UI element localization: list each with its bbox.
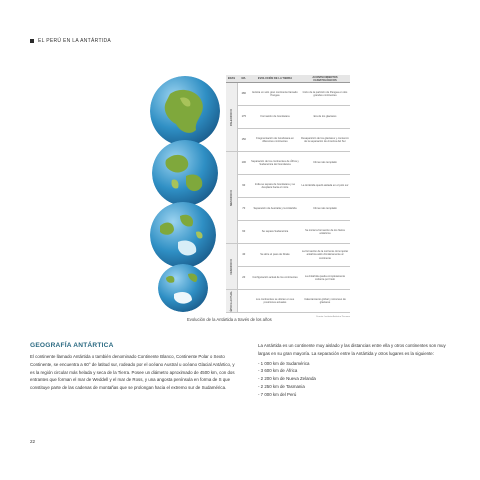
clima-cell: La formación de la corriente circumpolar antártica aisló climáticamente al continente <box>300 244 350 267</box>
era-cell <box>226 290 237 313</box>
globe-pangea <box>150 76 220 146</box>
ma-cell: 150 <box>237 129 250 152</box>
era-label: MESOZOICO <box>229 189 233 206</box>
evolucion-cell: Fragmentación de Gondwana en diferentes continentes <box>250 129 300 152</box>
era-cell <box>226 244 237 290</box>
table-row <box>226 267 350 290</box>
evolucion-cell: Separación de los continentes de África y Sudamérica del Gondwana <box>250 152 300 175</box>
left-paragraph: El continente llamado Antártida o también denominado Continente Blanco, Continente Polar o Sexto Continente, se encuentra a 60° de latitud sur, rodeado por el océano Austral u océano Glacial Antártico, y es la región circular más helada y seca de la Tierra. Posee un diámetro aproximado de 4500 km, con dos entrantes que forman el mar de Weddell y el mar de Ross, y una angosta península en forma de S que constituye parte de las cadenas de montañas que se prolongan hacia el extremo sur de Sudamérica. <box>30 354 235 391</box>
ma-cell: 20 <box>237 267 250 290</box>
table-row <box>226 175 350 198</box>
clima-cell: La Antártida quedó aislada en el polo sur <box>300 175 350 198</box>
table-footnote: Fuente: Instituto Antártico Peruano <box>316 316 350 318</box>
clima-cell: Se inicia la formación de los hielos antárticos <box>300 221 350 244</box>
era-label: CENOZOICO <box>229 258 233 275</box>
table-row <box>226 83 350 106</box>
globe-current <box>158 264 208 312</box>
list-item: - 2 200 km de Nueva Zelanda <box>258 376 316 382</box>
table-row <box>226 129 350 152</box>
evolucion-cell: Los continentes se ubican en sus posiciones actuales <box>250 290 300 313</box>
table-row <box>226 106 350 129</box>
clima-cell: Clima más templado <box>300 198 350 221</box>
clima-cell: Inicio de la partición de Pangea en dos grandes continentes <box>300 83 350 106</box>
evolucion-cell: Existía un solo gran continente llamado Pangea <box>250 83 300 106</box>
ma-cell: 40 <box>237 244 250 267</box>
square-bullet-icon <box>30 39 34 43</box>
ma-cell: 100 <box>237 152 250 175</box>
era-cell <box>226 152 237 244</box>
figure-caption: Evolución de la Antártida a través de los años <box>187 317 272 322</box>
header-title: EL PERÚ EN LA ANTÁRTIDA <box>38 38 112 44</box>
ma-cell: 175 <box>237 106 250 129</box>
clima-cell: Era de los glaciares <box>300 106 350 129</box>
ma-cell <box>237 290 250 313</box>
table-row <box>226 221 350 244</box>
list-item: - 2 250 km de Tasmania <box>258 383 305 389</box>
evolucion-cell: Configuración actual de los continentes <box>250 267 300 290</box>
list-item: - 3 600 km de África <box>258 368 298 374</box>
header-ma: MA <box>237 75 250 83</box>
distance-list <box>258 360 456 399</box>
clima-cell: Calentamiento global y retroceso de glaciares <box>300 290 350 313</box>
clima-cell: Clima más templado <box>300 152 350 175</box>
table-row <box>226 244 350 267</box>
evolucion-cell: India se separa de Gondwana y se desplaza hacia el norte <box>250 175 300 198</box>
header-eras: ERAS <box>226 75 237 83</box>
globe-gondwana <box>152 140 218 206</box>
section-title: GEOGRAFÍA ANTÁRTICA <box>30 342 114 349</box>
evolucion-cell: Se separa Sudamérica <box>250 221 300 244</box>
evolucion-cell: Separación de Australia y la Antártida <box>250 198 300 221</box>
header-evolucion: EVOLUCIÓN DE LA TIERRA <box>250 75 300 83</box>
ma-cell: 70 <box>237 198 250 221</box>
list-item: - 7 000 km del Perú <box>258 391 297 397</box>
ma-cell: 60 <box>237 221 250 244</box>
evolucion-cell: Se abre el paso de Drake <box>250 244 300 267</box>
header-clima: ACONTECIMIENTOS CLIMATOLÓGICOS <box>300 75 350 83</box>
clima-cell: La Antártida queda completamente cubierta por hielo <box>300 267 350 290</box>
era-label: ÉPOCA ACTUAL <box>229 290 233 312</box>
era-cell <box>226 83 237 152</box>
right-column <box>258 342 456 399</box>
list-item: - 1 000 km de Sudamérica <box>258 360 310 366</box>
page-number: 22 <box>30 439 36 444</box>
globe-illustrations <box>150 76 222 312</box>
clima-cell: Desaparición de los glaciares y comienzo de la separación de América del Sur <box>300 129 350 152</box>
table-header-row <box>226 75 350 83</box>
era-label: PALEOZOICO <box>229 108 233 126</box>
globe-separation <box>150 202 216 268</box>
page-header <box>30 38 111 44</box>
table-row <box>226 198 350 221</box>
ma-cell: 280 <box>237 83 250 106</box>
table-row <box>226 152 350 175</box>
right-paragraph: La Antártida es un continente muy aislado y las distancias entre ella y otros continentes son muy largas en su gran mayoría. La separación entre la Antártida y otros lugares es la siguiente: <box>258 343 446 356</box>
evolution-table <box>226 75 350 318</box>
ma-cell: 90 <box>237 175 250 198</box>
table-row <box>226 290 350 313</box>
evolucion-cell: Formación de Gondwana <box>250 106 300 129</box>
